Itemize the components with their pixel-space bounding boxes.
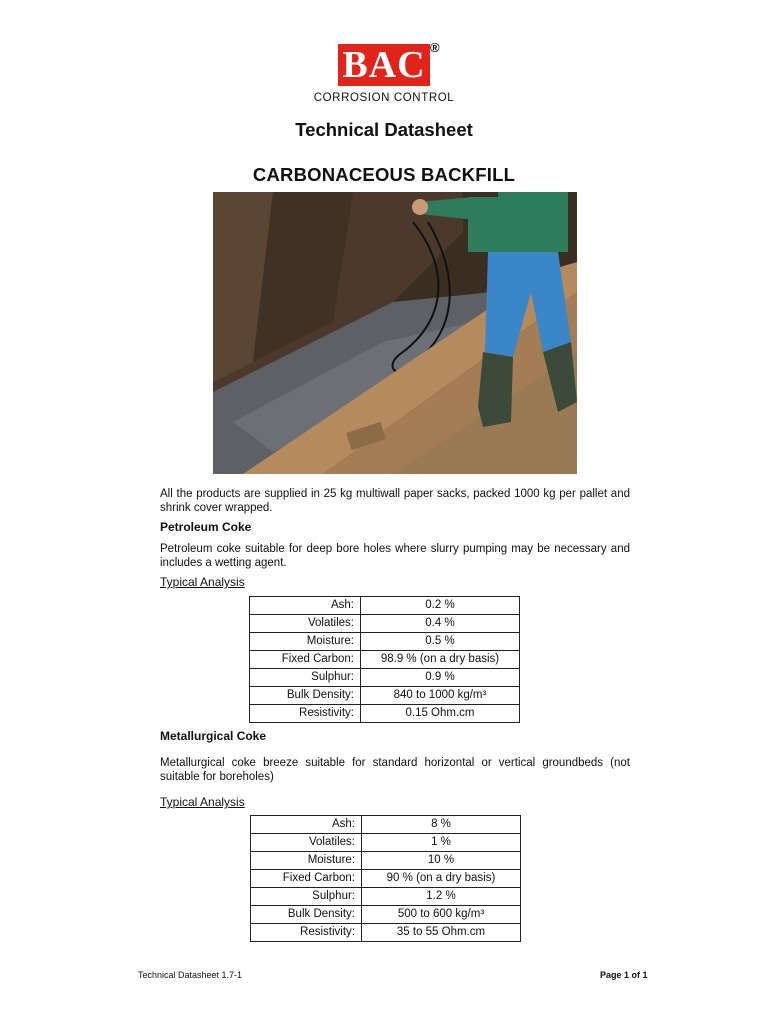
registered-mark: ® xyxy=(430,40,440,55)
table-row xyxy=(251,816,521,834)
petroleum-typical-analysis-label: Typical Analysis xyxy=(160,575,245,589)
backfill-trench-photo xyxy=(213,192,577,474)
row-value: 35 to 55 Ohm.cm xyxy=(362,924,521,942)
row-value: 0.4 % xyxy=(361,615,520,633)
row-value: 0.5 % xyxy=(361,633,520,651)
metallurgical-coke-heading: Metallurgical Coke xyxy=(160,729,267,743)
row-value: 0.2 % xyxy=(361,597,520,615)
row-label: Sulphur: xyxy=(251,888,362,906)
intro-paragraph: All the products are supplied in 25 kg multiwall paper sacks, packed 1000 kg per pallet and shrink cover wrapped. xyxy=(160,488,630,514)
metallurgical-analysis-table xyxy=(250,815,521,942)
metallurgical-typical-analysis-label: Typical Analysis xyxy=(160,795,245,809)
row-value: 90 % (on a dry basis) xyxy=(362,870,521,888)
table-row xyxy=(251,906,521,924)
row-value: 840 to 1000 kg/m³ xyxy=(361,687,520,705)
row-value: 1.2 % xyxy=(362,888,521,906)
row-label: Volatiles: xyxy=(250,615,361,633)
logo-text: BAC xyxy=(342,44,426,86)
row-label: Volatiles: xyxy=(251,834,362,852)
bac-logo xyxy=(338,44,430,86)
row-label: Sulphur: xyxy=(250,669,361,687)
table-row xyxy=(250,597,520,615)
table-row xyxy=(250,651,520,669)
row-label: Fixed Carbon: xyxy=(250,651,361,669)
product-title: CARBONACEOUS BACKFILL xyxy=(252,164,516,185)
row-label: Fixed Carbon: xyxy=(251,870,362,888)
row-value: 10 % xyxy=(362,852,521,870)
table-row xyxy=(251,852,521,870)
row-value: 0.15 Ohm.cm xyxy=(361,705,520,723)
row-value: 98.9 % (on a dry basis) xyxy=(361,651,520,669)
row-label: Bulk Density: xyxy=(251,906,362,924)
logo-tagline: CORROSION CONTROL xyxy=(313,92,455,104)
row-value: 500 to 600 kg/m³ xyxy=(362,906,521,924)
row-value: 0.9 % xyxy=(361,669,520,687)
table-row xyxy=(251,870,521,888)
footer-page-number: Page 1 of 1 xyxy=(600,970,648,980)
row-value: 1 % xyxy=(362,834,521,852)
table-row xyxy=(250,687,520,705)
table-row xyxy=(250,633,520,651)
row-label: Ash: xyxy=(250,597,361,615)
document-title: Technical Datasheet xyxy=(295,119,473,140)
petroleum-coke-description: Petroleum coke suitable for deep bore holes where slurry pumping may be necessary and includes a wetting agent. xyxy=(160,543,630,569)
table-row xyxy=(250,615,520,633)
row-label: Ash: xyxy=(251,816,362,834)
row-label: Bulk Density: xyxy=(250,687,361,705)
table-row xyxy=(250,705,520,723)
table-row xyxy=(251,834,521,852)
petroleum-analysis-table xyxy=(249,596,520,723)
table-row xyxy=(250,669,520,687)
table-row xyxy=(251,924,521,942)
row-label: Moisture: xyxy=(251,852,362,870)
petroleum-coke-heading: Petroleum Coke xyxy=(160,520,252,534)
row-value: 8 % xyxy=(362,816,521,834)
row-label: Resistivity: xyxy=(251,924,362,942)
row-label: Moisture: xyxy=(250,633,361,651)
footer-document-id: Technical Datasheet 1.7-1 xyxy=(138,970,243,980)
metallurgical-coke-description: Metallurgical coke breeze suitable for standard horizontal or vertical groundbeds (not suitable for boreholes) xyxy=(160,757,630,783)
table-row xyxy=(251,888,521,906)
row-label: Resistivity: xyxy=(250,705,361,723)
